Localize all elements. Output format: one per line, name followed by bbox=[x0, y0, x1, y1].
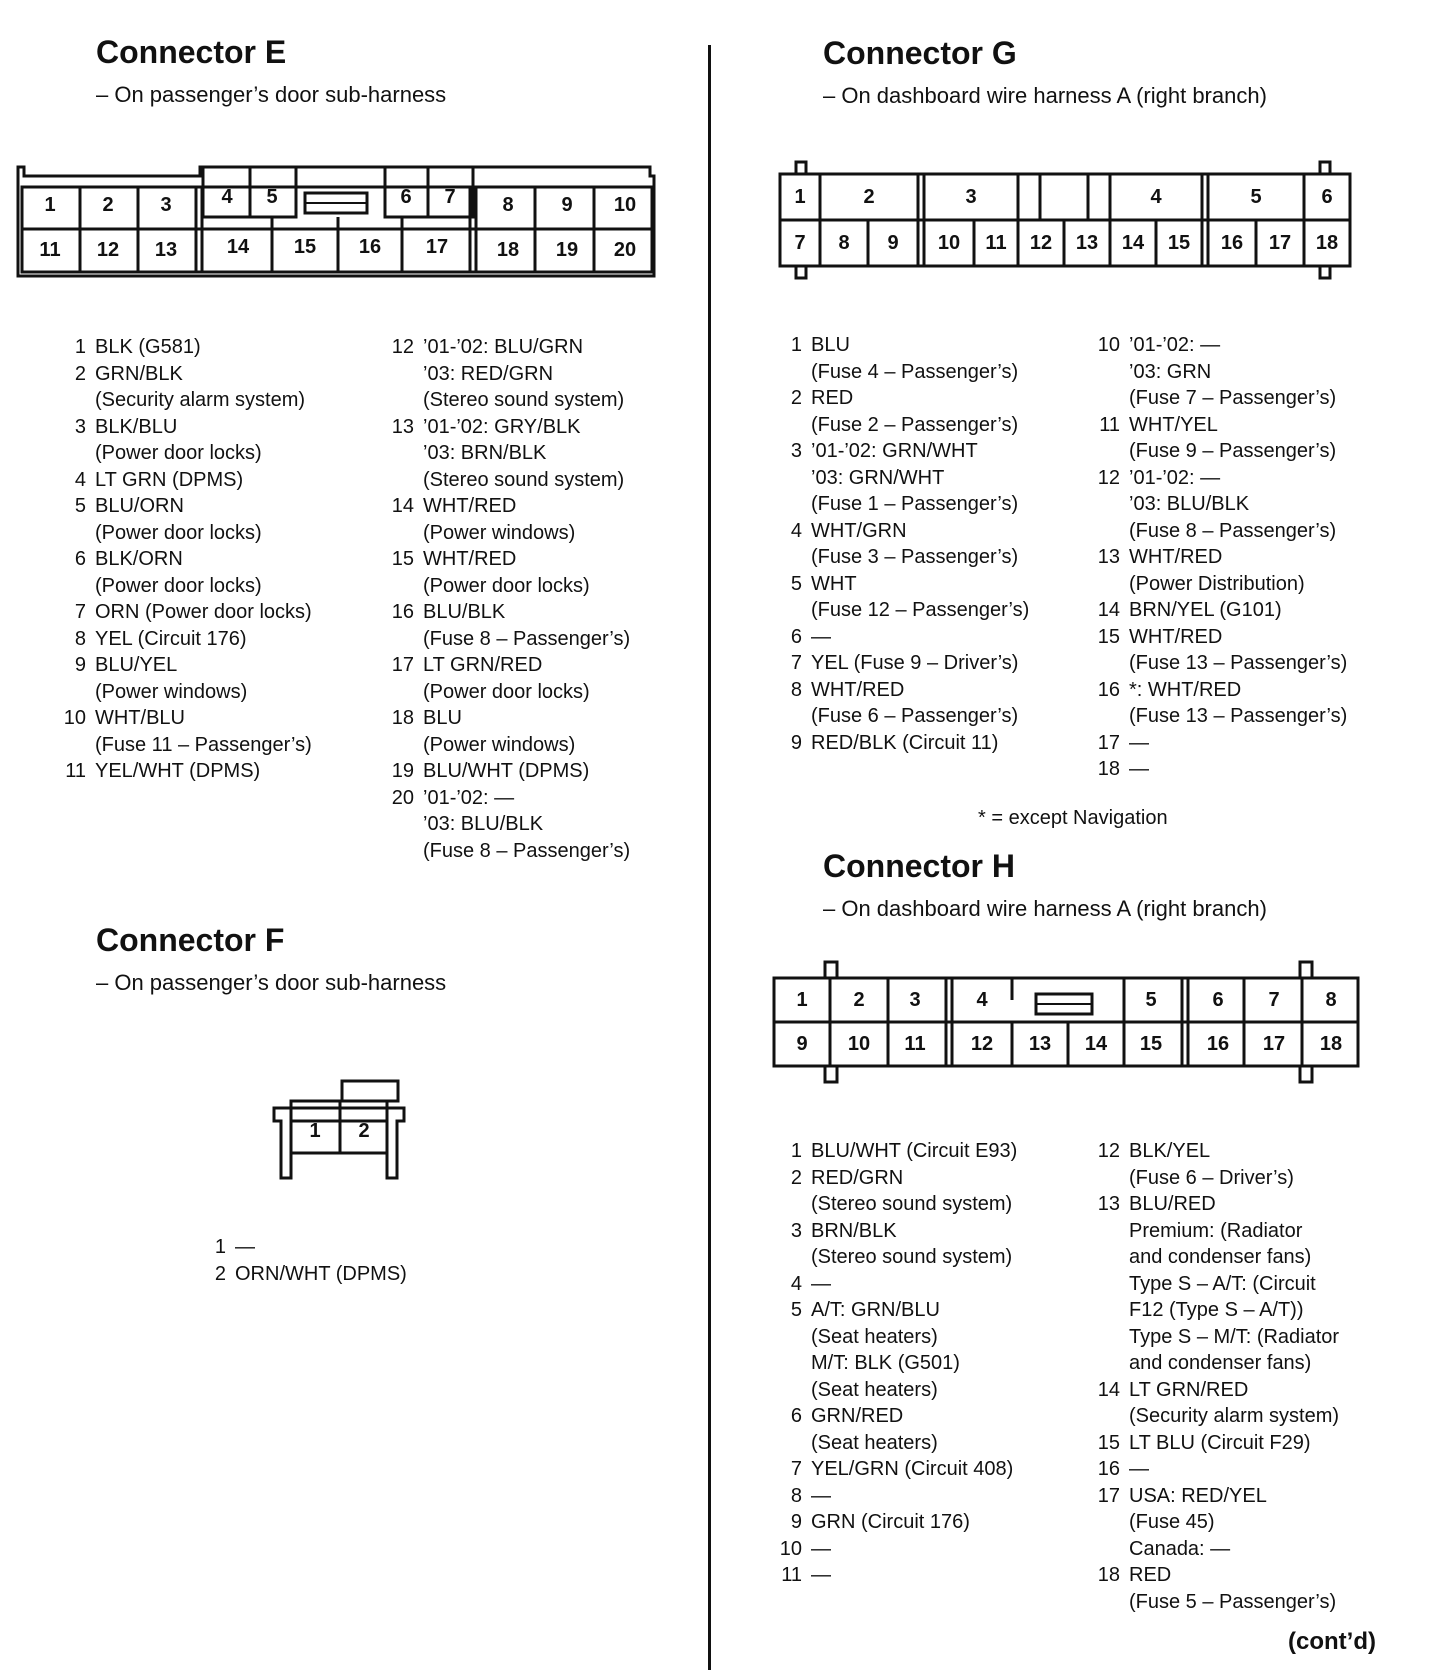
connector-g-footnote: * = except Navigation bbox=[978, 807, 1168, 829]
connector-e-cavity: 15 bbox=[293, 236, 317, 258]
connector-g-cavity: 18 bbox=[1315, 232, 1339, 254]
connector-h-title: Connector H bbox=[823, 848, 1015, 884]
connector-h-pins-left bbox=[772, 1138, 1017, 1589]
pin-description-line: BLK/ORN bbox=[95, 548, 183, 570]
pin-entry bbox=[196, 1234, 407, 1261]
pin-description-line: (Fuse 11 – Passenger’s) bbox=[95, 733, 312, 756]
connector-f-pins bbox=[196, 1234, 407, 1287]
pin-description-line: WHT/RED bbox=[811, 678, 905, 701]
connector-h-cavity: 4 bbox=[976, 989, 988, 1011]
pin-description-line: — bbox=[235, 1236, 255, 1258]
connector-h-cavity: 18 bbox=[1319, 1033, 1343, 1055]
pin-description-line: BRN/BLK bbox=[811, 1219, 897, 1242]
connector-e-cavity: 17 bbox=[425, 236, 449, 258]
pin-number: 18 bbox=[1097, 758, 1120, 780]
pin-description bbox=[1120, 1138, 1294, 1191]
pin-description-line: F12 (Type S – A/T)) bbox=[1129, 1299, 1304, 1321]
pin-description-line: (Power windows) bbox=[95, 680, 248, 703]
pin-description-line: ’03: BLU/BLK bbox=[1129, 493, 1250, 515]
pin-description-line: WHT bbox=[811, 572, 857, 595]
pin-description-line: — bbox=[811, 1272, 831, 1295]
pin-entry bbox=[772, 1218, 1017, 1271]
pin-number: 2 bbox=[74, 362, 86, 385]
connector-g-cavity: 11 bbox=[985, 232, 1007, 254]
connector-e-cavity: 2 bbox=[102, 194, 114, 216]
pin-description-line: (Power door locks) bbox=[95, 574, 262, 597]
connector-h-cavity: 5 bbox=[1145, 989, 1157, 1011]
pin-description bbox=[1120, 1483, 1267, 1563]
connector-g-cavity: 13 bbox=[1075, 232, 1099, 254]
pin-entry bbox=[772, 1509, 1017, 1536]
pin-description-line: WHT/RED bbox=[1129, 625, 1223, 648]
pin-description-line: A/T: GRN/BLU bbox=[811, 1299, 940, 1321]
pin-number: 3 bbox=[74, 415, 86, 438]
pin-description-line: GRN/RED bbox=[811, 1405, 904, 1427]
pin-description-line: BLU/YEL bbox=[95, 654, 178, 676]
pin-description-line: (Power door locks) bbox=[423, 680, 590, 703]
pin-description-line: Canada: — bbox=[1129, 1537, 1231, 1560]
pin-number: 13 bbox=[1097, 546, 1120, 568]
pin-description-line: — bbox=[811, 1484, 831, 1507]
connector-h-cavity: 15 bbox=[1139, 1033, 1163, 1055]
pin-description-line: GRN (Circuit 176) bbox=[811, 1511, 970, 1533]
connector-h-cavity: 11 bbox=[904, 1033, 926, 1055]
pin-description-line: ’01-’02: — bbox=[1129, 466, 1221, 489]
pin-description-line: ORN/WHT (DPMS) bbox=[235, 1262, 407, 1285]
pin-description-line: (Fuse 13 – Passenger’s) bbox=[1129, 705, 1348, 727]
connector-e-cavity: 9 bbox=[561, 194, 573, 216]
pin-description-line: (Stereo sound system) bbox=[423, 389, 625, 411]
pin-number: 2 bbox=[790, 387, 802, 409]
pin-description-line: (Power Distribution) bbox=[1129, 572, 1305, 595]
pin-description-line: (Power windows) bbox=[423, 733, 576, 756]
connector-g-cavity: 1 bbox=[794, 186, 806, 208]
connector-e-cavity: 20 bbox=[613, 239, 637, 261]
pin-number: 3 bbox=[790, 440, 802, 462]
pin-number: 8 bbox=[790, 1484, 802, 1507]
pin-number: 15 bbox=[1097, 1431, 1120, 1454]
connector-g-title: Connector G bbox=[823, 35, 1017, 71]
pin-number: 16 bbox=[1097, 678, 1120, 701]
pin-description bbox=[226, 1261, 407, 1288]
pin-description bbox=[1120, 1562, 1336, 1615]
connector-e-subtitle: – On passenger’s door sub-harness bbox=[96, 82, 447, 107]
connector-e-cavity: 18 bbox=[496, 239, 520, 261]
connector-f-cavity: 2 bbox=[358, 1120, 370, 1142]
connector-g-cavity: 10 bbox=[937, 232, 961, 254]
pin-description bbox=[1120, 1456, 1149, 1483]
pin-number: 9 bbox=[74, 654, 86, 676]
pin-description-line: WHT/RED bbox=[423, 548, 517, 570]
pin-description-line: WHT/BLU bbox=[95, 707, 185, 729]
pin-number: 5 bbox=[74, 495, 86, 517]
pin-description-line: (Stereo sound system) bbox=[811, 1193, 1013, 1215]
pin-description-line: — bbox=[811, 1564, 831, 1586]
pin-number: 2 bbox=[790, 1166, 802, 1189]
pin-description bbox=[802, 1509, 970, 1536]
pin-description-line: ’03: GRN/WHT bbox=[811, 466, 945, 489]
pin-entry bbox=[772, 1165, 1017, 1218]
pin-description bbox=[1120, 1191, 1339, 1377]
pin-description-line: RED/BLK (Circuit 11) bbox=[811, 731, 999, 754]
connector-g-cavity: 17 bbox=[1268, 232, 1292, 254]
connector-g-cavity: 8 bbox=[838, 232, 850, 254]
connector-e-cavity: 1 bbox=[44, 194, 56, 216]
pin-entry bbox=[1090, 1456, 1339, 1483]
connector-g-cavity: 14 bbox=[1121, 232, 1145, 254]
connector-e-cavity: 12 bbox=[96, 239, 120, 261]
connector-h-cavity: 14 bbox=[1084, 1033, 1108, 1055]
pin-description-line: ’01-’02: BLU/GRN bbox=[423, 336, 584, 358]
pin-entry bbox=[772, 1297, 1017, 1403]
pin-description-line: (Fuse 7 – Passenger’s) bbox=[1129, 387, 1337, 409]
pin-description-line: LT GRN/RED bbox=[423, 654, 543, 676]
connector-g-cavity: 3 bbox=[965, 186, 977, 208]
pin-entry bbox=[772, 1536, 1017, 1563]
pin-description-line: WHT/RED bbox=[1129, 546, 1223, 568]
pin-description-line: (Stereo sound system) bbox=[423, 468, 625, 491]
pin-description-line: (Fuse 6 – Passenger’s) bbox=[811, 705, 1019, 727]
pin-number: 2 bbox=[214, 1262, 226, 1285]
connector-h-housing bbox=[774, 962, 1358, 1082]
connector-e-cavity: 3 bbox=[160, 194, 172, 216]
pin-number: 17 bbox=[391, 654, 414, 676]
pin-description-line: ’01-’02: GRY/BLK bbox=[423, 415, 581, 438]
pin-entry bbox=[772, 1138, 1017, 1165]
pin-description bbox=[802, 1138, 1017, 1165]
connector-e-cavity: 10 bbox=[613, 194, 637, 216]
pin-description-line: BLK/BLU bbox=[95, 415, 178, 438]
pin-description-line: (Fuse 3 – Passenger’s) bbox=[811, 546, 1019, 568]
pin-description-line: BLU/RED bbox=[1129, 1193, 1216, 1215]
connector-h-cavity: 8 bbox=[1325, 989, 1337, 1011]
connector-h-cavity: 16 bbox=[1206, 1033, 1230, 1055]
pin-number: 18 bbox=[1097, 1564, 1120, 1586]
pin-description-line: (Power door locks) bbox=[95, 442, 262, 464]
pin-description-line: Type S – A/T: (Circuit bbox=[1129, 1272, 1316, 1295]
pin-number: 19 bbox=[391, 760, 414, 782]
pin-number: 17 bbox=[1097, 731, 1120, 754]
pin-description-line: (Fuse 8 – Passenger’s) bbox=[423, 627, 631, 650]
connector-h-cavity: 13 bbox=[1028, 1033, 1052, 1055]
pin-description-line: BLK/YEL bbox=[1129, 1140, 1211, 1162]
connector-e-cavity: 13 bbox=[154, 239, 178, 261]
connector-e-cavity: 14 bbox=[226, 236, 250, 258]
pin-description-line: LT BLU (Circuit F29) bbox=[1129, 1431, 1311, 1454]
pin-description-line: YEL (Circuit 176) bbox=[95, 627, 247, 650]
pin-description-line: WHT/RED bbox=[423, 495, 517, 517]
pin-description-line: (Fuse 13 – Passenger’s) bbox=[1129, 652, 1348, 674]
pin-description-line: ORN (Power door locks) bbox=[95, 601, 312, 623]
connector-h-cavity: 2 bbox=[853, 989, 865, 1011]
pin-number: 4 bbox=[790, 1272, 802, 1295]
pin-description bbox=[802, 1218, 1012, 1271]
pin-number: 20 bbox=[391, 786, 414, 809]
pin-number: 15 bbox=[1097, 625, 1120, 648]
pin-description-line: BLK (G581) bbox=[95, 336, 201, 358]
pin-description-line: (Security alarm system) bbox=[95, 389, 306, 411]
pin-number: 9 bbox=[790, 1511, 802, 1533]
connector-g-cavity: 12 bbox=[1029, 232, 1053, 254]
pin-description-line: (Power door locks) bbox=[423, 574, 590, 597]
pin-description-line: ’01-’02: — bbox=[1129, 334, 1221, 356]
pin-description-line: ’01-’02: GRN/WHT bbox=[811, 440, 978, 462]
connector-g-cavity: 7 bbox=[794, 232, 806, 254]
pin-description bbox=[802, 1297, 960, 1403]
pin-description-line: (Fuse 1 – Passenger’s) bbox=[811, 493, 1019, 515]
pin-description-line: — bbox=[1129, 731, 1149, 754]
pin-number: 4 bbox=[74, 468, 86, 491]
pin-description-line: — bbox=[811, 1537, 831, 1560]
pin-number: 16 bbox=[1097, 1458, 1120, 1480]
pin-description-line: ’03: BRN/BLK bbox=[423, 442, 547, 464]
pin-description-line: RED bbox=[811, 387, 854, 409]
pin-description-line: ’03: BLU/BLK bbox=[423, 813, 544, 835]
pin-description-line: WHT/YEL bbox=[1129, 413, 1218, 436]
connector-h-cavity: 17 bbox=[1262, 1033, 1286, 1055]
pin-description bbox=[802, 1271, 831, 1298]
pin-description-line: (Fuse 45) bbox=[1129, 1511, 1215, 1533]
connector-h-cavity: 12 bbox=[970, 1033, 994, 1055]
pin-number: 17 bbox=[1097, 1484, 1120, 1507]
pin-description-line: *: WHT/RED bbox=[1129, 678, 1242, 701]
connector-e-cavity: 6 bbox=[400, 186, 412, 208]
pin-description-line: USA: RED/YEL bbox=[1129, 1484, 1267, 1507]
connector-h-cavity: 9 bbox=[796, 1033, 808, 1055]
pin-entry bbox=[772, 1403, 1017, 1456]
pin-number: 5 bbox=[790, 572, 802, 595]
pin-number: 12 bbox=[1097, 1140, 1120, 1162]
connector-g-cavity: 9 bbox=[887, 232, 899, 254]
pin-number: 11 bbox=[65, 760, 86, 782]
pin-number: 10 bbox=[63, 707, 86, 729]
pin-description bbox=[802, 1165, 1012, 1218]
connector-g-cavity: 16 bbox=[1220, 232, 1244, 254]
pin-entry bbox=[772, 1483, 1017, 1510]
pin-description-line: ’01-’02: — bbox=[423, 786, 515, 809]
pin-description-line: — bbox=[1129, 1458, 1149, 1480]
pin-number: 18 bbox=[391, 707, 414, 729]
pin-number: 7 bbox=[790, 1458, 802, 1480]
pin-number: 10 bbox=[1097, 334, 1120, 356]
pin-description-line: and condenser fans) bbox=[1129, 1352, 1312, 1374]
connector-h-cavity: 3 bbox=[909, 989, 921, 1011]
pin-number: 8 bbox=[74, 627, 86, 650]
pin-description-line: (Power windows) bbox=[423, 521, 576, 544]
pin-number: 1 bbox=[790, 1140, 802, 1162]
pin-description-line: and condenser fans) bbox=[1129, 1246, 1312, 1268]
connector-e-cavity: 7 bbox=[444, 186, 456, 208]
pin-description-line: GRN/BLK bbox=[95, 362, 183, 385]
pin-description-line: (Fuse 4 – Passenger’s) bbox=[811, 360, 1019, 383]
pin-entry bbox=[1090, 1138, 1339, 1191]
pin-number: 7 bbox=[790, 652, 802, 674]
pin-description-line: (Power door locks) bbox=[95, 521, 262, 544]
pin-description bbox=[1120, 1377, 1339, 1430]
pin-description-line: BLU bbox=[423, 707, 462, 729]
pin-number: 10 bbox=[779, 1537, 802, 1560]
connector-h-subtitle: – On dashboard wire harness A (right branch) bbox=[823, 896, 1267, 921]
pin-description bbox=[802, 1536, 831, 1563]
pin-number: 1 bbox=[74, 336, 86, 358]
pin-description-line: (Seat heaters) bbox=[811, 1431, 938, 1454]
pin-number: 9 bbox=[790, 731, 802, 754]
pin-number: 16 bbox=[391, 601, 414, 623]
connector-h-cavity: 6 bbox=[1212, 989, 1224, 1011]
pin-number: 6 bbox=[790, 625, 802, 648]
pin-entry bbox=[1090, 1562, 1339, 1615]
connector-f-title: Connector F bbox=[96, 922, 285, 958]
connector-g-cavity: 15 bbox=[1167, 232, 1191, 254]
pin-description-line: LT GRN (DPMS) bbox=[95, 468, 244, 491]
pin-description-line: (Seat heaters) bbox=[811, 1378, 938, 1401]
connector-h-pins-right bbox=[1090, 1138, 1339, 1615]
pin-description-line: YEL/GRN (Circuit 408) bbox=[811, 1458, 1014, 1480]
connector-e-cavity: 4 bbox=[221, 186, 233, 208]
connector-g-cavity: 5 bbox=[1250, 186, 1262, 208]
pin-description-line: ’03: GRN bbox=[1129, 360, 1212, 383]
pin-description-line: ’03: RED/GRN bbox=[423, 362, 554, 385]
pin-description-line: WHT/GRN bbox=[811, 519, 907, 542]
pin-description-line: BLU/BLK bbox=[423, 601, 506, 623]
pin-description-line: BLU/WHT (Circuit E93) bbox=[811, 1140, 1018, 1162]
pin-entry bbox=[772, 1271, 1017, 1298]
pin-number: 12 bbox=[391, 336, 414, 358]
pin-description-line: (Fuse 2 – Passenger’s) bbox=[811, 413, 1019, 436]
pin-number: 6 bbox=[790, 1405, 802, 1427]
pin-number: 11 bbox=[1099, 413, 1120, 436]
pin-number: 7 bbox=[74, 601, 86, 623]
pin-description-line: LT GRN/RED bbox=[1129, 1378, 1249, 1401]
pin-description bbox=[226, 1234, 255, 1261]
pin-entry bbox=[772, 1562, 1017, 1589]
pin-description-line: (Fuse 8 – Passenger’s) bbox=[1129, 519, 1337, 542]
pin-description-line: BLU/WHT (DPMS) bbox=[423, 760, 590, 782]
pin-description-line: (Fuse 9 – Passenger’s) bbox=[1129, 440, 1337, 462]
connector-e-cavity: 19 bbox=[555, 239, 579, 261]
connector-e-cavity: 11 bbox=[39, 239, 61, 261]
pin-number: 6 bbox=[74, 548, 86, 570]
connector-h-cavity: 10 bbox=[847, 1033, 871, 1055]
pin-number: 3 bbox=[790, 1219, 802, 1242]
connector-h-cavity: 7 bbox=[1268, 989, 1280, 1011]
pin-description-line: BLU bbox=[811, 334, 850, 356]
pin-number: 15 bbox=[391, 548, 414, 570]
connector-h-cavity: 1 bbox=[796, 989, 808, 1011]
connector-e-cavity: 8 bbox=[502, 194, 514, 216]
pin-number: 1 bbox=[790, 334, 802, 356]
pin-description-line: Type S – M/T: (Radiator bbox=[1129, 1325, 1340, 1348]
pin-entry bbox=[772, 1456, 1017, 1483]
pin-description-line: BLU/ORN bbox=[95, 495, 184, 517]
pin-number: 5 bbox=[790, 1299, 802, 1321]
pin-description-line: Premium: (Radiator bbox=[1129, 1219, 1303, 1242]
pin-entry bbox=[196, 1261, 407, 1288]
connector-g-cavity: 2 bbox=[863, 186, 875, 208]
pin-description-line: — bbox=[1129, 758, 1149, 780]
pin-number: 12 bbox=[1097, 466, 1120, 489]
pin-number: 13 bbox=[391, 415, 414, 438]
pin-entry bbox=[1090, 1483, 1339, 1563]
pin-description-line: (Fuse 12 – Passenger’s) bbox=[811, 599, 1030, 621]
pin-description-line: (Fuse 6 – Driver’s) bbox=[1129, 1166, 1294, 1189]
connector-e-cavity: 16 bbox=[358, 236, 382, 258]
pin-description bbox=[1120, 1430, 1311, 1457]
pin-entry bbox=[1090, 1377, 1339, 1430]
connector-f-cavity: 1 bbox=[309, 1120, 321, 1142]
pin-description-line: (Stereo sound system) bbox=[811, 1246, 1013, 1268]
pin-number: 14 bbox=[1097, 1378, 1120, 1401]
pin-description-line: (Seat heaters) bbox=[811, 1325, 938, 1348]
pin-description-line: BRN/YEL (G101) bbox=[1129, 599, 1282, 621]
pin-number: 4 bbox=[790, 519, 802, 542]
pin-entry bbox=[1090, 1430, 1339, 1457]
pin-number: 14 bbox=[391, 495, 414, 517]
continued-label: (cont’d) bbox=[1288, 1628, 1376, 1655]
pin-number: 8 bbox=[790, 678, 802, 701]
pin-number: 11 bbox=[781, 1564, 802, 1586]
pin-entry bbox=[1090, 1191, 1339, 1377]
pin-description-line: (Fuse 5 – Passenger’s) bbox=[1129, 1590, 1337, 1613]
pin-description-line: (Fuse 8 – Passenger’s) bbox=[423, 839, 631, 862]
pin-description-line: (Security alarm system) bbox=[1129, 1405, 1340, 1427]
connector-g-subtitle: – On dashboard wire harness A (right branch) bbox=[823, 83, 1267, 108]
connector-g-cavity: 4 bbox=[1150, 186, 1162, 208]
pin-number: 14 bbox=[1097, 599, 1120, 621]
connector-g-cavity: 6 bbox=[1321, 186, 1333, 208]
connector-e-cavity: 5 bbox=[266, 186, 278, 208]
pin-description-line: YEL (Fuse 9 – Driver’s) bbox=[811, 652, 1019, 674]
connector-f-subtitle: – On passenger’s door sub-harness bbox=[96, 970, 447, 995]
pin-number: 13 bbox=[1097, 1193, 1120, 1215]
pin-description bbox=[802, 1483, 831, 1510]
connector-e-title: Connector E bbox=[96, 34, 287, 70]
pin-description-line: — bbox=[811, 625, 831, 648]
pin-number: 1 bbox=[214, 1236, 226, 1258]
pin-description-line: RED/GRN bbox=[811, 1166, 904, 1189]
pin-description-line: YEL/WHT (DPMS) bbox=[95, 760, 261, 782]
pin-description bbox=[802, 1456, 1013, 1483]
pin-description-line: RED bbox=[1129, 1564, 1172, 1586]
pin-description-line: M/T: BLK (G501) bbox=[811, 1352, 960, 1374]
pin-description bbox=[802, 1403, 938, 1456]
pin-description bbox=[802, 1562, 831, 1589]
